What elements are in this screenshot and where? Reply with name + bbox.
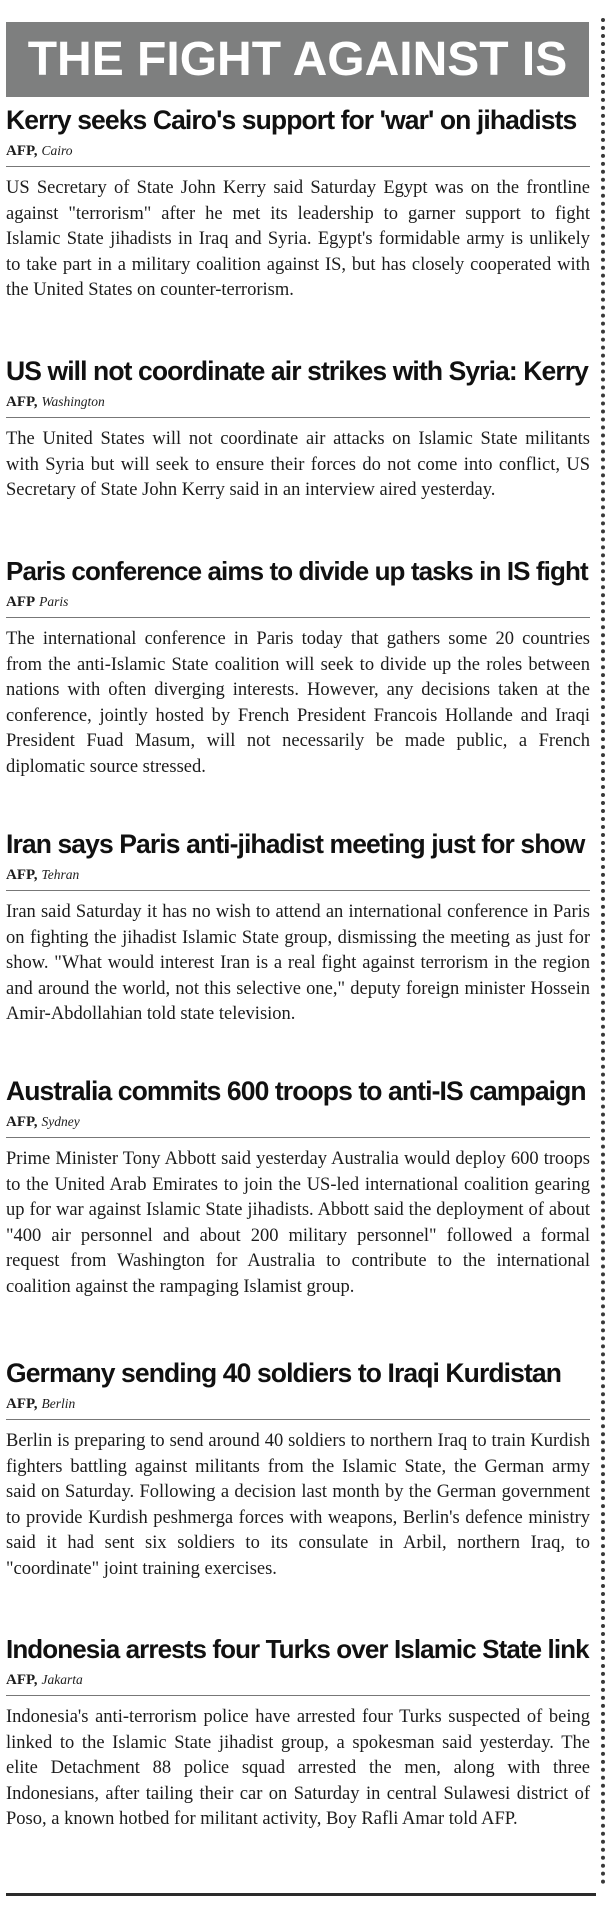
dateline-city: Jakarta: [41, 1672, 83, 1687]
dateline-city: Sydney: [41, 1114, 80, 1129]
story-paris-conference: [6, 554, 592, 780]
story-body: The United States will not coordinate air attacks on Islamic State militants with Syria but will seek to ensure their forces do not come into conflict, US Secretary of State John Kerry said in an interview aired yesterday.: [6, 429, 590, 500]
story-dateline: [6, 1670, 590, 1696]
story-headline: Germany sending 40 soldiers to Iraqi Kurdistan: [6, 1358, 562, 1388]
story-headline: US will not coordinate air strikes with Syria: Kerry: [6, 356, 589, 386]
section-banner: THE FIGHT AGAINST IS: [6, 22, 589, 97]
dateline-agency: AFP: [6, 594, 36, 610]
story-body: Iran said Saturday it has no wish to attend an international conference in Paris on fighting the jihadist Islamic State group, dismissing the meeting as just for show. "What would interest Iran is a real fight against terrorism in the region and around the world, not this selective one," deputy foreign minister Hossein Amir-Abdollahian told state television.: [6, 902, 590, 1024]
dateline-agency: AFP,: [6, 1396, 38, 1412]
story-kerry-cairo: [6, 103, 592, 304]
story-germany-soldiers: [6, 1356, 592, 1582]
dateline-agency: AFP,: [6, 1672, 38, 1688]
story-dateline: [6, 141, 590, 167]
dateline-city: Cairo: [41, 143, 73, 158]
story-dateline: [6, 1394, 590, 1420]
dateline-city: Berlin: [41, 1396, 76, 1411]
story-dateline: [6, 1112, 590, 1138]
story-headline: Paris conference aims to divide up tasks in IS fight: [6, 556, 588, 586]
dotted-column-border: [601, 18, 605, 1886]
story-body: The international conference in Paris today that gathers some 20 countries from the anti-Islamic State coalition will seek to divide up the roles between nations with often diverging interests. However, any decisions taken at the conference, jointly hosted by French President Francois Hollande and Iraqi President Fuad Masum, will not necessarily be made public, a French diplomatic source stressed.: [6, 629, 590, 777]
dateline-city: Washington: [41, 394, 105, 409]
story-headline: Indonesia arrests four Turks over Islamic State link: [6, 1634, 589, 1664]
story-dateline: [6, 592, 590, 618]
story-body: US Secretary of State John Kerry said Saturday Egypt was on the frontline against "terrorism" after he met its leadership to garner support to fight Islamic State jihadists in Iraq and Syria. Egypt's formidable army is unlikely to take part in a military coalition against IS, but has closely cooperated with the United States on counter-terrorism.: [6, 178, 590, 300]
story-body: Indonesia's anti-terrorism police have arrested four Turks suspected of being linked to the Islamic State jihadist group, a spokesman said yesterday. The elite Detachment 88 police squad arrested the men, along with three Indonesians, after tailing their car on Saturday in central Sulawesi district of Poso, a known hotbed for militant activity, Boy Rafli Amar told AFP.: [6, 1707, 590, 1829]
dateline-agency: AFP,: [6, 1114, 38, 1130]
story-headline: Kerry seeks Cairo's support for 'war' on jihadists: [6, 105, 577, 135]
story-dateline: [6, 865, 590, 891]
story-headline: Iran says Paris anti-jihadist meeting just for show: [6, 829, 585, 859]
story-us-air-strikes: [6, 354, 592, 504]
bottom-rule: [6, 1893, 596, 1896]
dateline-agency: AFP,: [6, 143, 38, 159]
dateline-agency: AFP,: [6, 867, 38, 883]
dateline-agency: AFP,: [6, 394, 38, 410]
dateline-city: Tehran: [41, 867, 80, 882]
story-headline: Australia commits 600 troops to anti-IS campaign: [6, 1076, 586, 1106]
story-body: Berlin is preparing to send around 40 soldiers to northern Iraq to train Kurdish fighters battling against militants from the Islamic State, the German army said on Saturday. Following a decision last month by the German government to provide Kurdish peshmerga forces with weapons, Berlin's defence ministry said it had sent six soldiers to its consulate in Arbil, northern Iraq, to "coordinate" joint training exercises.: [6, 1431, 590, 1579]
story-dateline: [6, 392, 590, 418]
story-body: Prime Minister Tony Abbott said yesterday Australia would deploy 600 troops to the United Arab Emirates to join the US-led international coalition gearing up for war against Islamic State jihadists. Abbott said the deployment of about "400 air personnel and about 200 military personnel" followed a formal request from Washington for Australia to contribute to the international coalition against the rampaging Islamist group.: [6, 1149, 590, 1297]
story-iran-meeting: [6, 827, 592, 1028]
story-indonesia-arrests: [6, 1632, 592, 1833]
dateline-city: Paris: [39, 594, 69, 609]
story-australia-troops: [6, 1074, 592, 1300]
